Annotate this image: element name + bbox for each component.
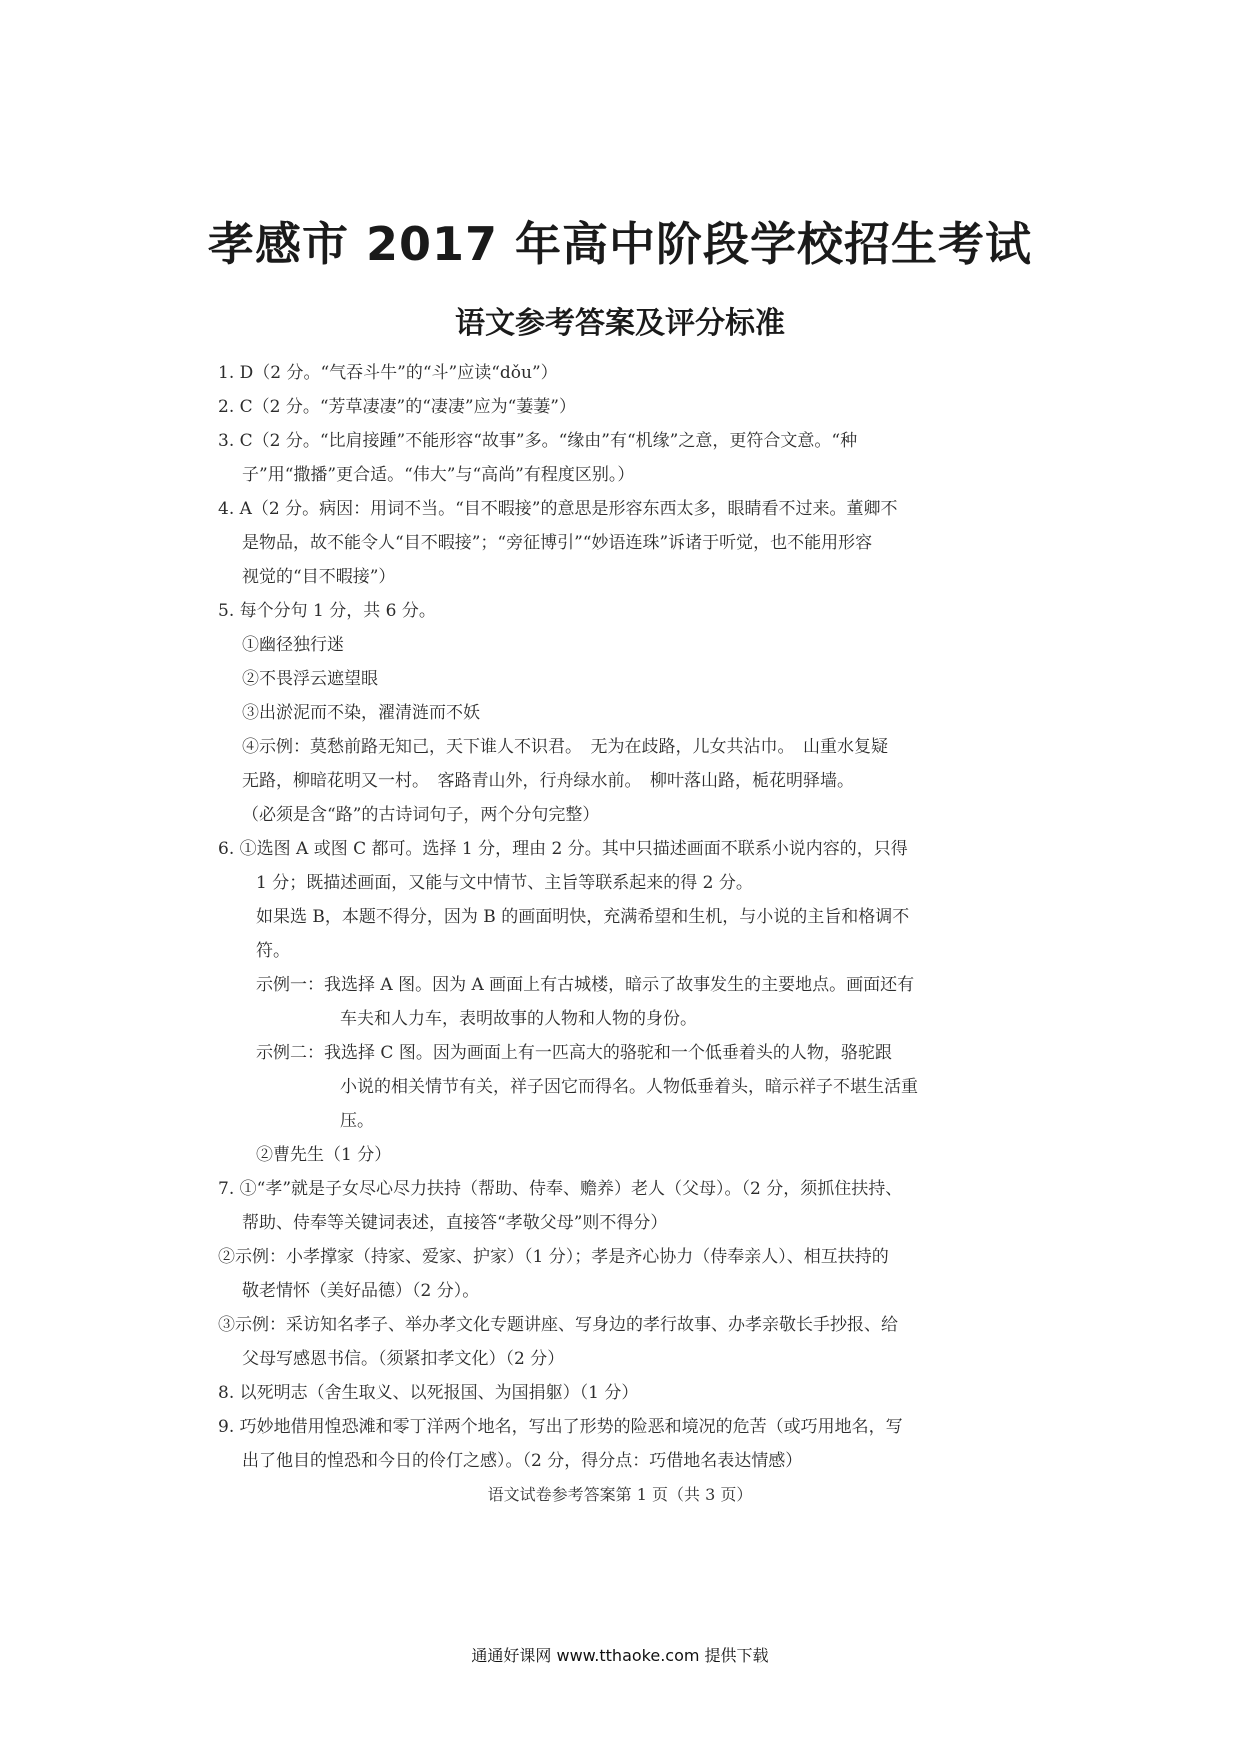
answer-line: 敬老情怀（美好品德）（2 分）。 <box>242 1281 480 1301</box>
answer-line: 出了他目的惶恐和今日的伶仃之感）。（2 分，得分点：巧借地名表达情感） <box>242 1451 803 1471</box>
answer-line: 压。 <box>340 1111 374 1131</box>
answer-line: 符。 <box>256 941 290 961</box>
answer-line: 子”用“撒播”更合适。“伟大”与“高尚”有程度区别。） <box>242 465 635 485</box>
answer-line: 1 分；既描述画面，又能与文中情节、主旨等联系起来的得 2 分。 <box>256 873 753 893</box>
answer-line: ③出淤泥而不染，濯清涟而不妖 <box>242 703 480 723</box>
answer-line: 小说的相关情节有关，祥子因它而得名。人物低垂着头，暗示祥子不堪生活重 <box>340 1077 918 1097</box>
answer-line: 4. A（2 分。病因：用词不当。“目不暇接”的意思是形容东西太多，眼睛看不过来。董卿不 <box>218 499 898 519</box>
answer-line: 父母写感恩书信。（须紧扣孝文化）（2 分） <box>242 1349 565 1369</box>
answer-line: 如果选 B，本题不得分，因为 B 的画面明快，充满希望和生机，与小说的主旨和格调不 <box>256 907 910 927</box>
answer-line: 6. ①选图 A 或图 C 都可。选择 1 分，理由 2 分。其中只描述画面不联系小说内容的，只得 <box>218 839 908 859</box>
answer-line: 7. ①“孝”就是子女尽心尽力扶持（帮助、侍奉、赡养）老人（父母）。（2 分，须抓住扶持、 <box>218 1179 903 1199</box>
answer-line: ②曹先生（1 分） <box>256 1145 392 1165</box>
download-credit: 通通好课网 www.tthaoke.com 提供下载 <box>471 1646 769 1665</box>
answer-line: ③示例：采访知名孝子、举办孝文化专题讲座、写身边的孝行故事、办孝亲敬长手抄报、给 <box>218 1315 898 1335</box>
answer-line: ①幽径独行迷 <box>242 635 344 655</box>
answer-line: 帮助、侍奉等关键词表述，直接答“孝敬父母”则不得分） <box>242 1213 668 1233</box>
page-footer: 语文试卷参考答案第 1 页（共 3 页） <box>487 1485 753 1504</box>
answer-line: 示例二：我选择 C 图。因为画面上有一匹高大的骆驼和一个低垂着头的人物，骆驼跟 <box>256 1043 892 1063</box>
answer-body <box>218 356 1018 1478</box>
answer-line: 5. 每个分句 1 分，共 6 分。 <box>218 601 436 621</box>
answer-line: 无路，柳暗花明又一村。 客路青山外，行舟绿水前。 柳叶落山路，栀花明驿墙。 <box>242 771 854 791</box>
answer-line: 2. C（2 分。“芳草凄凄”的“凄凄”应为“萋萋”） <box>218 397 576 417</box>
page-subtitle: 语文参考答案及评分标准 <box>455 306 785 341</box>
answer-line: ④示例：莫愁前路无知己，天下谁人不识君。 无为在歧路，儿女共沾巾。 山重水复疑 <box>242 737 888 757</box>
page-title: 孝感市 2017 年高中阶段学校招生考试 <box>207 217 1033 271</box>
answer-line: ②示例：小孝撑家（持家、爱家、护家）（1 分）；孝是齐心协力（侍奉亲人）、相互扶持的 <box>218 1247 889 1267</box>
answer-line: 是物品，故不能令人“目不暇接”；“旁征博引”“妙语连珠”诉诸于听觉，也不能用形容 <box>242 533 873 553</box>
answer-line: 示例一：我选择 A 图。因为 A 画面上有古城楼，暗示了故事发生的主要地点。画面还有 <box>256 975 915 995</box>
answer-line: （必须是含“路”的古诗词句子，两个分句完整） <box>242 805 600 825</box>
answer-line: 车夫和人力车，表明故事的人物和人物的身份。 <box>340 1009 697 1029</box>
answer-line: 8. 以死明志（舍生取义、以死报国、为国捐躯）（1 分） <box>218 1383 639 1403</box>
answer-line: 1. D（2 分。“气吞斗牛”的“斗”应读“dǒu”） <box>218 363 558 383</box>
answer-line: 3. C（2 分。“比肩接踵”不能形容“故事”多。“缘由”有“机缘”之意，更符合文意。“种 <box>218 431 858 451</box>
answer-line: ②不畏浮云遮望眼 <box>242 669 378 689</box>
answer-line: 视觉的“目不暇接”） <box>242 567 396 587</box>
answer-line: 9. 巧妙地借用惶恐滩和零丁洋两个地名，写出了形势的险恶和境况的危苦（或巧用地名，写 <box>218 1417 903 1437</box>
